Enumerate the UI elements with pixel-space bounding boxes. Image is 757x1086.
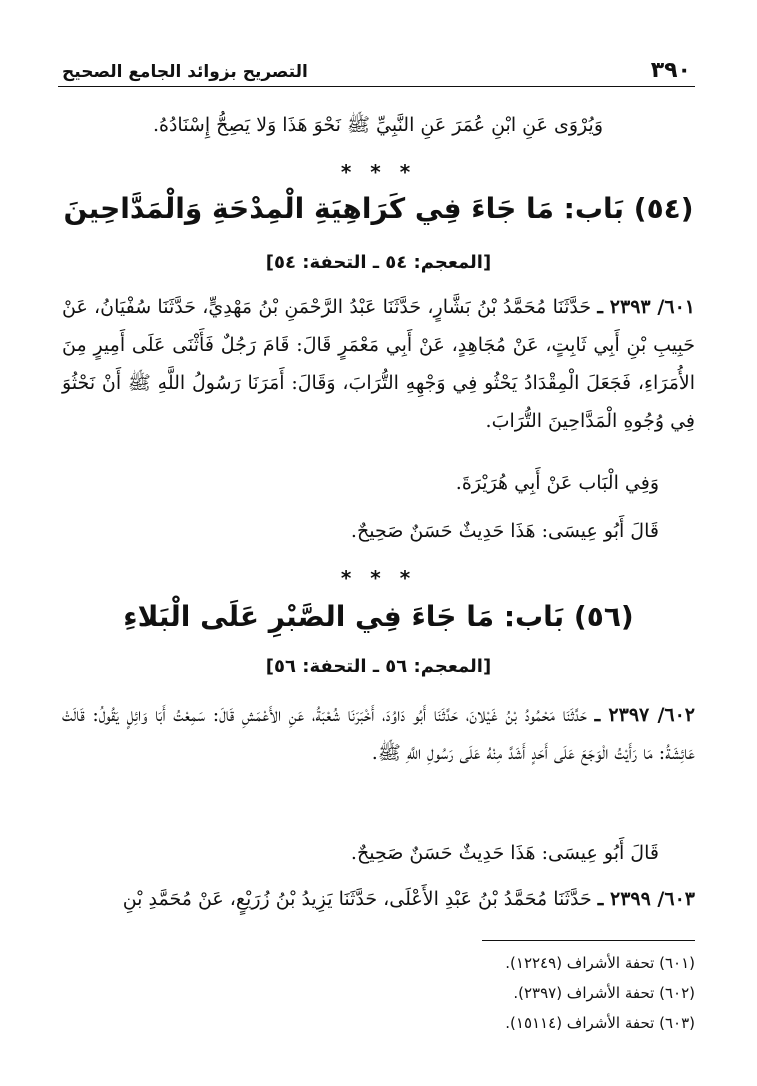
grading: قَالَ أَبُو عِيسَى: هَذَا حَدِيثٌ حَسَنٌ صَحِيحٌ. — [350, 842, 659, 864]
section-separator: * * * — [340, 160, 417, 184]
hadith-text: حَدَّثَنَا مُحَمَّدُ بْنُ عَبْدِ الأَعْلَى، حَدَّثَنَا يَزِيدُ بْنُ زُرَيْعٍ، عَنْ مُحَمَّدِ بْنِ — [122, 888, 592, 910]
grading: قَالَ أَبُو عِيسَى: هَذَا حَدِيثٌ حَسَنٌ صَحِيحٌ. — [350, 520, 659, 542]
hadith-601 — [62, 288, 695, 440]
intro-paragraph — [62, 106, 695, 144]
running-title: التصريح بزوائد الجامع الصحيح — [62, 62, 308, 82]
footnote: (٦٠٣) تحفة الأشراف (١٥١١٤). — [505, 1014, 695, 1032]
footnote: (٦٠١) تحفة الأشراف (١٢٢٤٩). — [505, 954, 695, 972]
hadith-text: حَدَّثَنَا مَحْمُودُ بْنُ غَيْلانَ، حَدَّثَنَا أَبُو دَاوُدَ، أَخْبَرَنَا شُعْبَةُ، عَنِ الأَعْمَشِ قَالَ: سَمِعْتُ أَبَا وَائِلٍ يَقُولُ: قَالَتْ عَائِشَةُ: مَا رَأَيْتُ الْوَجَعَ عَلَى أَحَدٍ أَشَدَّ مِنْهُ عَلَى رَسُولِ اللَّهِ ﷺ. — [62, 704, 695, 764]
hadith-number: ٦٠١/ ٢٣٩٣ ـ — [597, 296, 695, 318]
chapter-ref-56: [المعجم: ٥٦ ـ التحفة: ٥٦] — [265, 656, 492, 677]
intro-text: وَيُرْوَى عَنِ ابْنِ عُمَرَ عَنِ النَّبِيِّ ﷺ نَحْوَ هَذَا وَلا يَصِحُّ إِسْنَادُهُ. — [152, 114, 603, 136]
page-number: ٣٩٠ — [650, 58, 691, 83]
section-separator: * * * — [340, 566, 417, 590]
hadith-number: ٦٠٢/ ٢٣٩٧ ـ — [594, 704, 696, 726]
hadith-602 — [62, 696, 695, 772]
bab-note: وَفِي الْبَاب عَنْ أَبِي هُرَيْرَةَ. — [455, 472, 659, 494]
chapter-title-56: (٥٦) بَاب: مَا جَاءَ فِي الصَّبْرِ عَلَى الْبَلاءِ — [123, 600, 634, 633]
grading-block-54 — [62, 512, 695, 550]
page-header — [58, 58, 695, 87]
hadith-603-block — [62, 880, 695, 918]
footnote: (٦٠٢) تحفة الأشراف (٢٣٩٧). — [513, 984, 695, 1002]
hadith-601-block — [62, 288, 695, 440]
bab-note-block — [62, 464, 695, 502]
hadith-602-block — [62, 696, 695, 772]
footnote-divider — [482, 940, 695, 941]
chapter-title-54: (٥٤) بَاب: مَا جَاءَ فِي كَرَاهِيَةِ الْمِدْحَةِ وَالْمَدَّاحِينَ — [63, 192, 694, 225]
hadith-text: حَدَّثَنَا مُحَمَّدُ بْنُ بَشَّارٍ، حَدَّثَنَا عَبْدُ الرَّحْمَنِ بْنُ مَهْدِيٍّ، حَدَّثَنَا سُفْيَانُ، عَنْ حَبِيبِ بْنِ أَبِي ثَابِتٍ، عَنْ مُجَاهِدٍ، عَنْ أَبِي مَعْمَرٍ قَالَ: قَامَ رَجُلٌ فَأَثْنَى عَلَى أَمِيرٍ مِنَ الأُمَرَاءِ، فَجَعَلَ الْمِقْدَادُ يَحْثُو فِي وَجْهِهِ التُّرَابَ، وَقَالَ: أَمَرَنَا رَسُولُ اللَّهِ ﷺ أَنْ نَحْثُوَ فِي وُجُوهِ الْمَدَّاحِينَ التُّرَابَ. — [62, 296, 695, 432]
hadith-number: ٦٠٣/ ٢٣٩٩ ـ — [597, 888, 695, 910]
chapter-ref-54: [المعجم: ٥٤ ـ التحفة: ٥٤] — [265, 252, 492, 273]
grading-block-56 — [62, 834, 695, 872]
footnotes — [395, 948, 695, 1038]
hadith-603 — [62, 880, 695, 918]
